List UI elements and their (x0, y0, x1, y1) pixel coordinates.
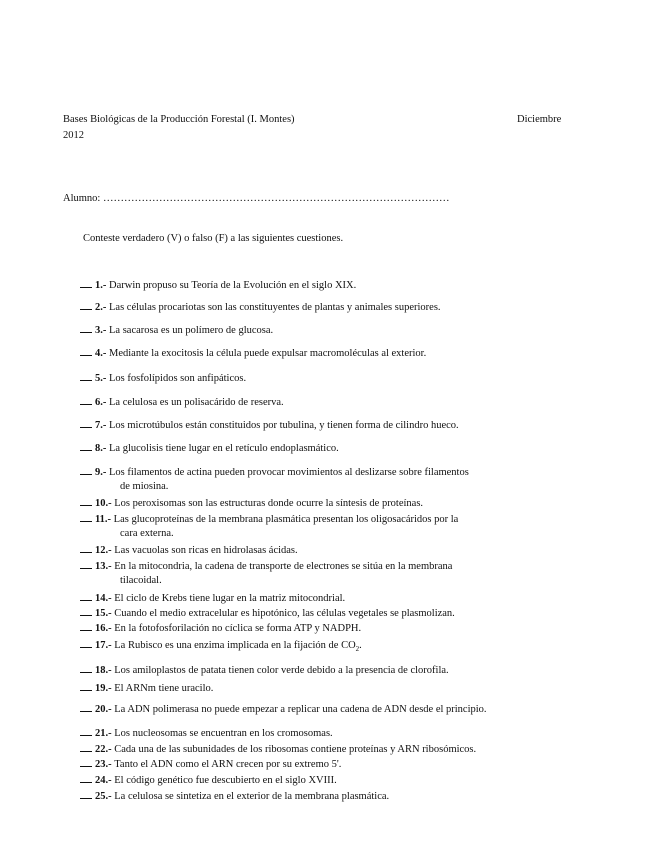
question-number: 7.- (95, 420, 109, 431)
question-item (80, 465, 600, 494)
student-name-field[interactable]: Alumno: ……………………………………………………………………………………… (63, 193, 450, 204)
question-number: 1.- (95, 280, 109, 291)
question-item (80, 496, 600, 511)
course-title: Bases Biológicas de la Producción Forestal (I. Montes) (63, 114, 295, 125)
question-text: Los microtúbulos están constituidos por tubulina, y tienen forma de cilindro hueco. (109, 420, 459, 431)
question-number: 2.- (95, 302, 109, 313)
question-item (80, 371, 600, 386)
answer-blank[interactable] (80, 559, 92, 569)
question-text: Los amiloplastos de patata tienen color verde debido a la presencia de clorofila. (114, 665, 449, 676)
instructions: Conteste verdadero (V) o falso (F) a las siguientes cuestiones. (83, 233, 344, 244)
question-number: 10.- (95, 498, 115, 509)
question-text: En la fotofosforilación no cíclica se forma ATP y NADPH. (114, 623, 362, 634)
question-item (80, 346, 600, 361)
answer-blank[interactable] (80, 278, 92, 288)
answer-blank[interactable] (80, 371, 92, 381)
question-item (80, 418, 600, 433)
answer-blank[interactable] (80, 742, 92, 752)
question-number: 16.- (95, 623, 115, 634)
question-number: 14.- (95, 593, 115, 604)
answer-blank[interactable] (80, 465, 92, 475)
question-text: El ARNm tiene uracilo. (114, 683, 214, 694)
question-item (80, 278, 600, 293)
answer-blank[interactable] (80, 606, 92, 616)
question-text: La celulosa se sintetiza en el exterior de la membrana plasmática. (114, 791, 390, 802)
answer-blank[interactable] (80, 638, 92, 648)
question-text: El ciclo de Krebs tiene lugar en la matriz mitocondrial. (114, 593, 346, 604)
question-item (80, 441, 600, 456)
question-item (80, 702, 600, 717)
question-text-continued: tilacoidal. (120, 575, 162, 586)
question-text: Los nucleosomas se encuentran en los cromosomas. (114, 728, 333, 739)
answer-blank[interactable] (80, 789, 92, 799)
question-number: 13.- (95, 561, 115, 572)
answer-blank[interactable] (80, 702, 92, 712)
question-number: 9.- (95, 467, 109, 478)
question-item (80, 663, 600, 678)
answer-blank[interactable] (80, 496, 92, 506)
question-text: La celulosa es un polisacárido de reserva. (109, 397, 284, 408)
question-number: 3.- (95, 325, 109, 336)
question-item (80, 726, 600, 741)
question-text: Las glucoproteínas de la membrana plasmática presentan los oligosacáridos por la (113, 514, 459, 525)
question-number: 4.- (95, 348, 109, 359)
question-number: 18.- (95, 665, 115, 676)
question-text: La sacarosa es un polímero de glucosa. (109, 325, 274, 336)
question-number: 21.- (95, 728, 115, 739)
question-item (80, 789, 600, 804)
answer-blank[interactable] (80, 346, 92, 356)
question-item: 17.- La Rubisco es una enzima implicada en la fijación de $CO_2$. (80, 638, 600, 656)
question-item (80, 543, 600, 558)
answer-blank[interactable] (80, 621, 92, 631)
question-number: 24.- (95, 775, 115, 786)
question-text: Las células procariotas son las constituyentes de plantas y animales superiores. (109, 302, 441, 313)
question-text: Tanto el ADN como el ARN crecen por su extremo 5'. (114, 759, 342, 770)
answer-blank[interactable] (80, 323, 92, 333)
question-text: Darwin propuso su Teoría de la Evolución en el siglo XIX. (109, 280, 357, 291)
question-text: El código genético fue descubierto en el siglo XVIII. (114, 775, 337, 786)
answer-blank[interactable] (80, 300, 92, 310)
question-text: La ADN polimerasa no puede empezar a replicar una cadena de ADN desde el principio. (114, 704, 487, 715)
answer-blank[interactable] (80, 663, 92, 673)
question-text: Las vacuolas son ricas en hidrolasas ácidas. (114, 545, 298, 556)
exam-month: Diciembre (517, 114, 562, 125)
question-text: La Rubisco es una enzima implicada en la fijación de CO (114, 640, 356, 651)
exam-year: 2012 (63, 130, 84, 141)
question-item (80, 300, 600, 315)
question-item (80, 681, 600, 696)
answer-blank[interactable] (80, 543, 92, 553)
question-item (80, 591, 600, 606)
question-number: 20.- (95, 704, 115, 715)
question-text-continued: cara externa. (120, 528, 174, 539)
answer-blank[interactable] (80, 773, 92, 783)
question-number: 23.- (95, 759, 115, 770)
question-item (80, 606, 600, 621)
question-number: 12.- (95, 545, 115, 556)
question-text: La glucolisis tiene lugar en el retículo endoplasmático. (109, 443, 339, 454)
answer-blank[interactable] (80, 512, 92, 522)
question-text: Cada una de las subunidades de los ribosomas contiene proteínas y ARN ribosómicos. (114, 744, 477, 755)
question-number: 25.- (95, 791, 115, 802)
question-number: 8.- (95, 443, 109, 454)
answer-blank[interactable] (80, 757, 92, 767)
question-item (80, 323, 600, 338)
question-text: Mediante la exocitosis la célula puede expulsar macromoléculas al exterior. (109, 348, 427, 359)
question-number: 15.- (95, 608, 115, 619)
question-item (80, 559, 600, 588)
question-text: En la mitocondria, la cadena de transporte de electrones se sitúa en la membrana (114, 561, 453, 572)
answer-blank[interactable] (80, 395, 92, 405)
question-number: 11.- (95, 514, 114, 525)
question-number: 19.- (95, 683, 115, 694)
question-item (80, 621, 600, 636)
answer-blank[interactable] (80, 681, 92, 691)
question-number: 17.- (95, 640, 115, 651)
question-item (80, 512, 600, 541)
answer-blank[interactable] (80, 591, 92, 601)
question-text: Los fosfolípidos son anfipáticos. (109, 373, 247, 384)
answer-blank[interactable] (80, 418, 92, 428)
question-item (80, 395, 600, 410)
question-text: Cuando el medio extracelular es hipotónico, las células vegetales se plasmolizan. (114, 608, 455, 619)
subscript: 2 (355, 645, 360, 654)
question-text: Los peroxisomas son las estructuras donde ocurre la síntesis de proteínas. (114, 498, 424, 509)
answer-blank[interactable] (80, 726, 92, 736)
question-item (80, 742, 600, 757)
question-number: 6.- (95, 397, 109, 408)
question-number: 22.- (95, 744, 115, 755)
question-item (80, 773, 600, 788)
question-item (80, 757, 600, 772)
answer-blank[interactable] (80, 441, 92, 451)
question-number: 5.- (95, 373, 109, 384)
question-text-continued: de miosina. (120, 481, 169, 492)
question-text: Los filamentos de actina pueden provocar movimientos al deslizarse sobre filamentos (109, 467, 469, 478)
